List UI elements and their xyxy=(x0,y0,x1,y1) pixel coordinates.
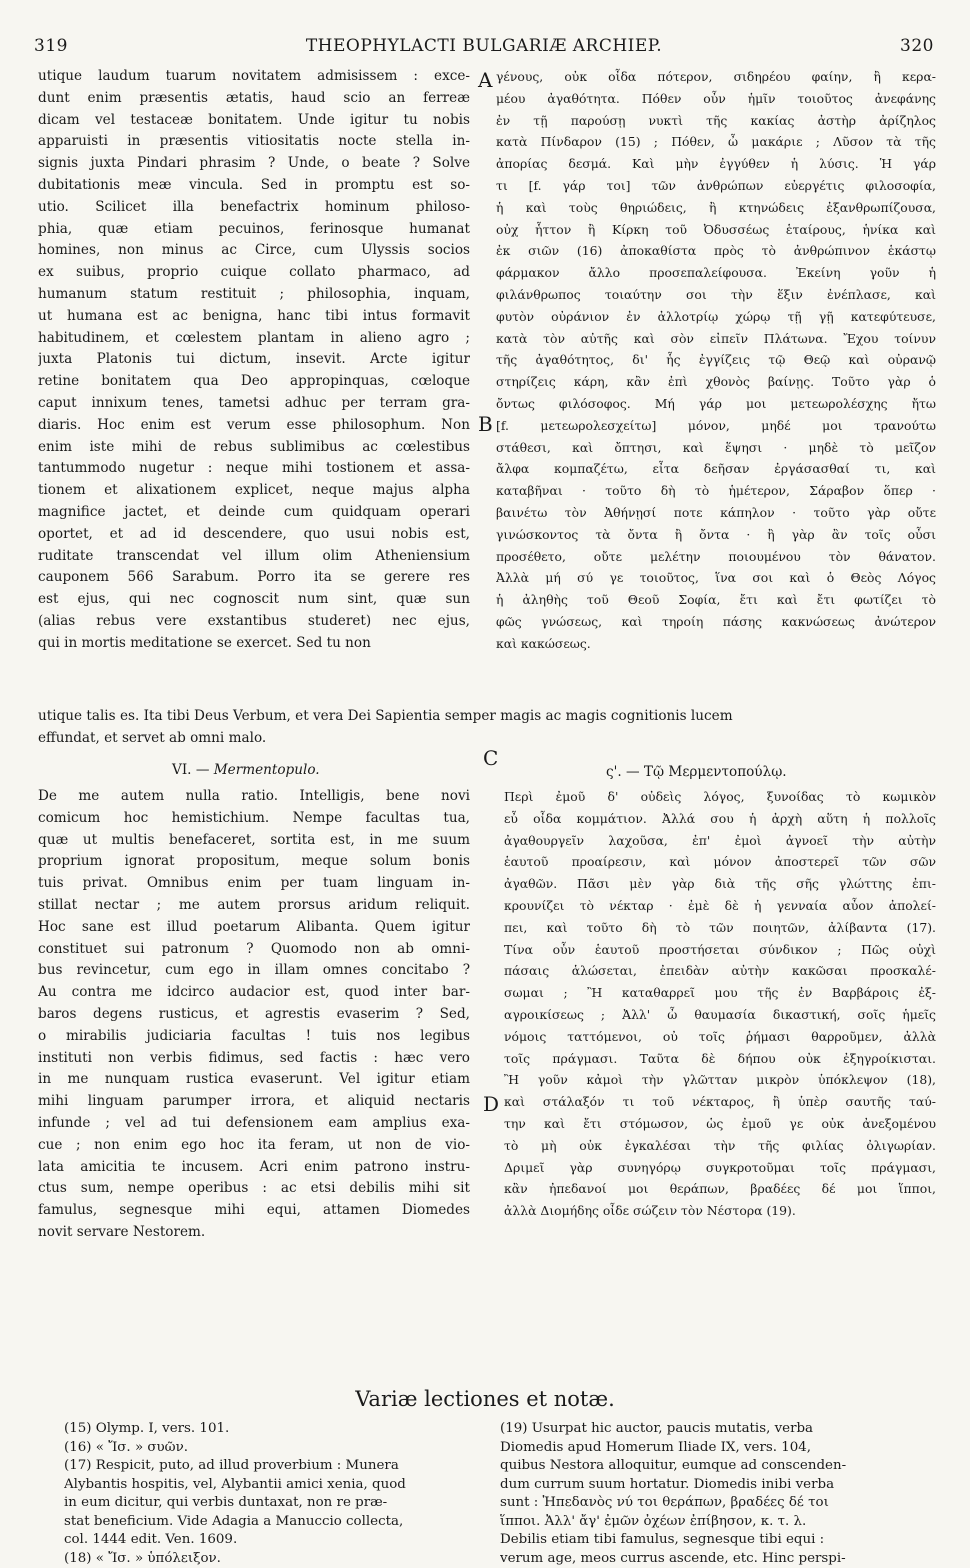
text-line: caput innixum tenes, tametsi adhuc per terram gra- xyxy=(38,393,470,415)
text-line: baros degens rusticus, et agrestis evaserim ? Sed, xyxy=(38,1004,470,1026)
margin-marker-d: D xyxy=(483,1092,499,1116)
text-line: dum currum suum hortatur. Diomedis inibi verba xyxy=(500,1476,936,1495)
text-line: comicum hoc hemistichium. Nempe facultas tua, xyxy=(38,808,470,830)
text-line: κἂν ἠπεδανοί μοι θεράπων, βραδέες δέ μοι ἵπποι, xyxy=(504,1178,936,1200)
text-line: (15) Olymp. I, vers. 101. xyxy=(64,1420,476,1439)
text-line: (17) Respicit, puto, ad illud proverbium : Munera xyxy=(64,1457,476,1476)
text-line: constituet sui patronum ? Quomodo non ab omni- xyxy=(38,939,470,961)
text-line: juxta Platonis tui dictum, insevit. Arcte igitur xyxy=(38,349,470,371)
text-line: Alybantis hospitis, vel, Alybantii amici xenia, quod xyxy=(64,1476,476,1495)
text-line: εὖ οἶδα κομμάτιον. Ἀλλά σου ἡ ἀρχὴ αὕτη ἡ πολλοῖς xyxy=(504,808,936,830)
text-line: Τίνα οὖν ἑαυτοῦ προστήσεται σύνδικον ; Πῶς οὐχὶ xyxy=(504,939,936,961)
text-line: proprium ignorat propositum, meque solum bonis xyxy=(38,851,470,873)
greek-column-bottom xyxy=(504,786,936,1222)
section-name-greek: Τῷ Μερμεντοπούλῳ. xyxy=(644,764,787,780)
margin-marker-b: B xyxy=(478,412,493,436)
text-line: τῆς ἀγαθότητος, δι' ἧς ἐγγίζεις τῷ Θεῷ καὶ οὐρανῷ xyxy=(496,349,936,371)
text-line: γένους, οὐκ οἶδα πότερον, σιδηρέου φαίην, ἢ κερα- xyxy=(496,66,936,88)
text-line: Au contra me idcirco audacior est, quod inter bar- xyxy=(38,982,470,1004)
text-line: mihi linguam parumper irrora, et aliquid nectaris xyxy=(38,1091,470,1113)
text-line: Ἀλλὰ μή σύ γε τοιοῦτος, ἵνα σοι καὶ ὁ Θεὸς Λόγος xyxy=(496,567,936,589)
text-line: signis juxta Pindari phrasim ? Unde, o beate ? Solve xyxy=(38,153,470,175)
text-line: Δριμεῖ γὰρ συνηγόρῳ συγκροτοῦμαι τοῖς πράγμασι, xyxy=(504,1157,936,1179)
latin-column-bottom xyxy=(38,786,470,1244)
text-line: dicam vel testaceæ bonitatem. Unde igitur tu nobis xyxy=(38,110,470,132)
text-line: ἀλλὰ Διομήδης οἶδε σώζειν τὸν Νέστορα (19). xyxy=(504,1200,936,1222)
text-line: καὶ κακώσεως. xyxy=(496,633,936,655)
text-line: καταβῆναι · τοῦτο δὴ τὸ ἡμέτερον, Σάραβον ὅπερ · xyxy=(496,480,936,502)
text-line: αγροικίσεως ; Ἀλλ' ὦ θαυμασία δικαστική, σοῖς ἡμεῖς xyxy=(504,1004,936,1026)
text-line: stat beneficium. Vide Adagia a Manuccio collecta, xyxy=(64,1513,476,1532)
text-line: infunde ; vel ad tui defensionem eam amplius exa- xyxy=(38,1113,470,1135)
text-line: cauponem 566 Sarabum. Porro ita se gerere res xyxy=(38,567,470,589)
text-line: γινώσκοντος τὰ ὄντα ἢ ὄντα · ἢ γὰρ ἂν τοῖς οὖσι xyxy=(496,524,936,546)
text-line: (alias rebus vere exstantibus studeret) nec ejus, xyxy=(38,611,470,633)
text-line: σωμαι ; Ἢ καταθαρρεῖ μου τῆς ἐν Βαρβάροις ἐξ- xyxy=(504,982,936,1004)
text-line: ex suibus, proprio cuique collato pharmaco, ad xyxy=(38,262,470,284)
text-line: ἑαυτοῦ προαίρεσιν, καὶ μόνον ἀποστερεῖ τῶν σῶν xyxy=(504,851,936,873)
text-line: in eum dicitur, qui verbis duntaxat, non re præ- xyxy=(64,1494,476,1513)
text-line: homines, non minus ac Circe, cum Ulyssis socios xyxy=(38,240,470,262)
text-line: dubitationis meæ vincula. Sed in promptu est so- xyxy=(38,175,470,197)
section-name-latin: Mermentopulo. xyxy=(214,762,320,778)
text-line: ut humana est ac benigna, hanc tibi intus formavit xyxy=(38,306,470,328)
text-line: στηρίζεις κάρη, κἂν ἐπὶ χθονὸς βαίνῃς. Τοῦτο γὰρ ὁ xyxy=(496,371,936,393)
section-number-greek: ς'. — xyxy=(606,764,644,780)
footnotes-right xyxy=(500,1420,936,1568)
text-line: πει, καὶ τοῦτο δὴ τὸ τῶν ποιητῶν, ἀλίβαντα (17). xyxy=(504,917,936,939)
text-line: φῶς γνώσεως, καὶ τηροίη πάσης κακνώσεως ἀνώτερον xyxy=(496,611,936,633)
text-line: cue ; non enim ego hoc ita feram, ut non de vio- xyxy=(38,1135,470,1157)
text-line: novit servare Nestorem. xyxy=(38,1222,470,1244)
text-line: ἀγαθουργεῖν λαχοῦσα, ἐπ' ἐμοὶ ἀγνοεῖ τὴν αὐτὴν xyxy=(504,830,936,852)
text-line: την καὶ ἔτι στόμωσον, ὡς ἐμοῦ γε οὐκ ἀνεξομένου xyxy=(504,1113,936,1135)
text-line: ἡ καὶ τοὺς θηριώδεις, ἢ κτηνώδεις ἐξανθρωπίζουσα, xyxy=(496,197,936,219)
footnotes-left xyxy=(64,1420,476,1568)
text-line: dunt enim præsentis ætatis, haud scio an ferreæ xyxy=(38,88,470,110)
text-line: Hoc sane est illud poetarum Alibanta. Quem igitur xyxy=(38,917,470,939)
text-line: retine bonitatem qua Deo appropinquas, cœloque xyxy=(38,371,470,393)
text-line: Debilis etiam tibi famulus, segnesque tibi equi : xyxy=(500,1531,936,1550)
text-line: in me nunquam rustica evaserunt. Vel igitur etiam xyxy=(38,1069,470,1091)
text-line: ἀπορίας δεσμά. Καὶ μὴν ἐγγύθεν ἡ λύσις. Ἡ γάρ xyxy=(496,153,936,175)
text-line: κατὰ τὸν αὐτῆς καὶ σὸν εἰπεῖν Πλάτωνα. Ἔχου τοίνυν xyxy=(496,328,936,350)
text-line: προσέθετο, οὔτε μελέτην ποιουμένου τὸν θάνατον. xyxy=(496,546,936,568)
text-line: βαινέτω τὸν Ἀθήνῃσί ποτε κάπηλον · τοῦτο γὰρ οὔτε xyxy=(496,502,936,524)
text-line: magnifice jactet, et deinde cum quidquam operari xyxy=(38,502,470,524)
text-line: πάσαις ἁλώσεται, ἐπειδὰν αὐτὴν κακῶσαι προσκαλέ- xyxy=(504,960,936,982)
notes-title: Variæ lectiones et notæ. xyxy=(0,1387,970,1411)
text-line: (19) Usurpat hic auctor, paucis mutatis, verba xyxy=(500,1420,936,1439)
text-line: φιλάνθρωπος τοιαύτην σοι τὴν ἕξιν ἐνέπλασε, καὶ xyxy=(496,284,936,306)
text-line: bus revincetur, cum ego in illam omnes concitabo ? xyxy=(38,960,470,982)
text-line: φυτὸν οὐράνιον ἐν ἀλλοτρίῳ χώρῳ τῇ γῇ κατεφύτευσε, xyxy=(496,306,936,328)
text-line: apparuisti in præsentis vitiositatis nocte stella in- xyxy=(38,131,470,153)
text-line: ἵπποι. Ἀλλ' ἄγ' ἐμῶν ὀχέων ἐπίβησον, κ. τ. λ. xyxy=(500,1513,936,1532)
text-line: tionem et alixationem explicet, neque majus alpha xyxy=(38,480,470,502)
margin-marker-c: C xyxy=(483,746,498,770)
text-line: stillat nectar ; me autem prorsus aridum reliquit. xyxy=(38,895,470,917)
text-line: tantummodo nugetur : neque mihi tostionem et assa- xyxy=(38,458,470,480)
text-line: (16) « Ἴσ. » συῶν. xyxy=(64,1439,476,1458)
text-line: ὄντως φιλόσοφος. Μή γάρ μοι μετεωρολέσχης ἤτω xyxy=(496,393,936,415)
section-heading-greek xyxy=(606,764,787,780)
latin-column-top xyxy=(38,66,470,655)
text-line: ἐκ σιῶν (16) ἀποκαθίστα πρὸς τὸ ἀνθρώπινον ἑκάστῳ xyxy=(496,240,936,262)
text-line: phia, quæ etiam pecuinos, ferinosque humanat xyxy=(38,219,470,241)
running-title: THEOPHYLACTI BULGARIÆ ARCHIEP. xyxy=(34,36,934,56)
text-line: instituti non verbis fidimus, sed factis : hæc vero xyxy=(38,1048,470,1070)
text-line: effundat, et servet ab omni malo. xyxy=(38,728,938,750)
text-line: μέου ἀγαθότητα. Πόθεν οὖν ἡμῖν τοιοῦτος ἀνεφάνης xyxy=(496,88,936,110)
section-heading-latin xyxy=(172,762,320,778)
text-line: τοῖς πράγμασι. Ταῦτα δὲ δήπου οὐκ ἐξηγροίκισται. xyxy=(504,1048,936,1070)
text-line: verum age, meos currus ascende, etc. Hinc perspi- xyxy=(500,1550,936,1568)
margin-marker-a: A xyxy=(478,68,492,92)
text-line: utique laudum tuarum novitatem admisissem : exce- xyxy=(38,66,470,88)
text-line: utio. Scilicet illa benefactrix hominum philoso- xyxy=(38,197,470,219)
text-line: (18) « Ἴσ. » ὑπόλειξον. xyxy=(64,1550,476,1568)
text-line: diaris. Hoc enim est verum esse philosophum. Non xyxy=(38,415,470,437)
text-line: quæ ut multis benefaceret, sortita est, in me suum xyxy=(38,830,470,852)
text-line: qui in mortis meditatione se exercet. Sed tu non xyxy=(38,633,470,655)
text-line: ruditate transcendat vel illum olim Atheniensium xyxy=(38,546,470,568)
text-line: quibus Nestora alloquitur, eumque ad conscenden- xyxy=(500,1457,936,1476)
text-line: τι [f. γάρ τοι] τῶν ἀνθρώπων εὐεργέτις φιλοσοφία, xyxy=(496,175,936,197)
full-width-lines xyxy=(38,706,938,750)
text-line: Diomedis apud Homerum Iliade IX, vers. 104, xyxy=(500,1439,936,1458)
section-number-latin: VI. — xyxy=(172,762,214,778)
text-line: τὸ μὴ οὐκ ἐγκαλέσαι τὴν τῆς φιλίας ὀλιγωρίαν. xyxy=(504,1135,936,1157)
greek-column-top xyxy=(496,66,936,655)
text-line: ἄλφα κομπαζέτω, εἶτα δεῆσαν ἐργάσασθαί τι, καὶ xyxy=(496,458,936,480)
page-number-left: 319 xyxy=(34,36,68,56)
page-number-right: 320 xyxy=(900,36,934,56)
text-line: κατὰ Πίνδαρον (15) ; Πόθεν, ὦ μακάριε ; Λῦσον τὰ τῆς xyxy=(496,131,936,153)
text-line: oportet, et ad id descendere, quo usui nobis est, xyxy=(38,524,470,546)
text-line: lata amicitia te incusem. Acri enim patrono instru- xyxy=(38,1157,470,1179)
text-line: οὐχ ἧττον ἢ Κίρκη τοῦ Ὀδυσσέως ἑταίρους, ἡνίκα καὶ xyxy=(496,219,936,241)
text-line: κρουνίζει τὸ νέκταρ · ἐμὲ δὲ ἡ γενναία αὖον ἀπολεί- xyxy=(504,895,936,917)
text-line: habitudinem, et cœlestem plantam in alieno agro ; xyxy=(38,328,470,350)
text-line: φάρμακον ἄλλο προσεπαλείφουσα. Ἐκείνη γοῦν ἡ xyxy=(496,262,936,284)
text-line: humanum statum restituit ; philosophia, inquam, xyxy=(38,284,470,306)
text-line: sunt : Ἠπεδανὸς νύ τοι θεράπων, βραδέες δέ τοι xyxy=(500,1494,936,1513)
text-line: ἡ ἀληθὴς τοῦ Θεοῦ Σοφία, ἔτι καὶ ἔτι φωτίζει τὸ xyxy=(496,589,936,611)
text-line: Ἢ γοῦν κἀμοὶ τὴν γλῶτταν μικρὸν ὑπόκλεψον (18), xyxy=(504,1069,936,1091)
text-line: στάθεσι, καὶ ὄπτησι, καὶ ἕψησι · μηδὲ τὸ μεῖζον xyxy=(496,437,936,459)
text-line: enim iste mihi de rebus sublimibus ac cœlestibus xyxy=(38,437,470,459)
text-line: col. 1444 edit. Ven. 1609. xyxy=(64,1531,476,1550)
text-line: tuis privat. Omnibus enim per tuam linguam in- xyxy=(38,873,470,895)
text-line: ἀγαθῶν. Πᾶσι μὲν γὰρ διὰ τῆς σῆς γλώττης ἐπι- xyxy=(504,873,936,895)
text-line: [f. μετεωρολεσχείτω] μόνον, μηδέ μοι τρανούτω xyxy=(496,415,936,437)
text-line: famulus, segnesque mihi equi, attamen Diomedes xyxy=(38,1200,470,1222)
text-line: καὶ στάλαξόν τι τοῦ νέκταρος, ἢ ὑπὲρ σαυτῆς ταύ- xyxy=(504,1091,936,1113)
text-line: utique talis es. Ita tibi Deus Verbum, et vera Dei Sapientia semper magis ac magis cognitionis lucem xyxy=(38,706,938,728)
text-line: Περὶ ἐμοῦ δ' οὐδεὶς λόγος, ξυνοίδας τὸ κωμικὸν xyxy=(504,786,936,808)
text-line: ἐν τῇ παρούσῃ νυκτὶ τῆς κακίας ἀστὴρ ἀρίζηλος xyxy=(496,110,936,132)
text-line: ctus sum, nempe operibus : ac etsi debilis mihi sit xyxy=(38,1178,470,1200)
text-line: o mirabilis judiciaria facultas ! tuis nos legibus xyxy=(38,1026,470,1048)
page-header xyxy=(34,36,934,58)
text-line: νόμοις ταττόμενοι, οὐ τοῖς ῥήμασι θαρροῦμεν, ἀλλὰ xyxy=(504,1026,936,1048)
text-line: De me autem nulla ratio. Intelligis, bene novi xyxy=(38,786,470,808)
text-line: est ejus, qui nec cognoscit num sint, quæ sun xyxy=(38,589,470,611)
